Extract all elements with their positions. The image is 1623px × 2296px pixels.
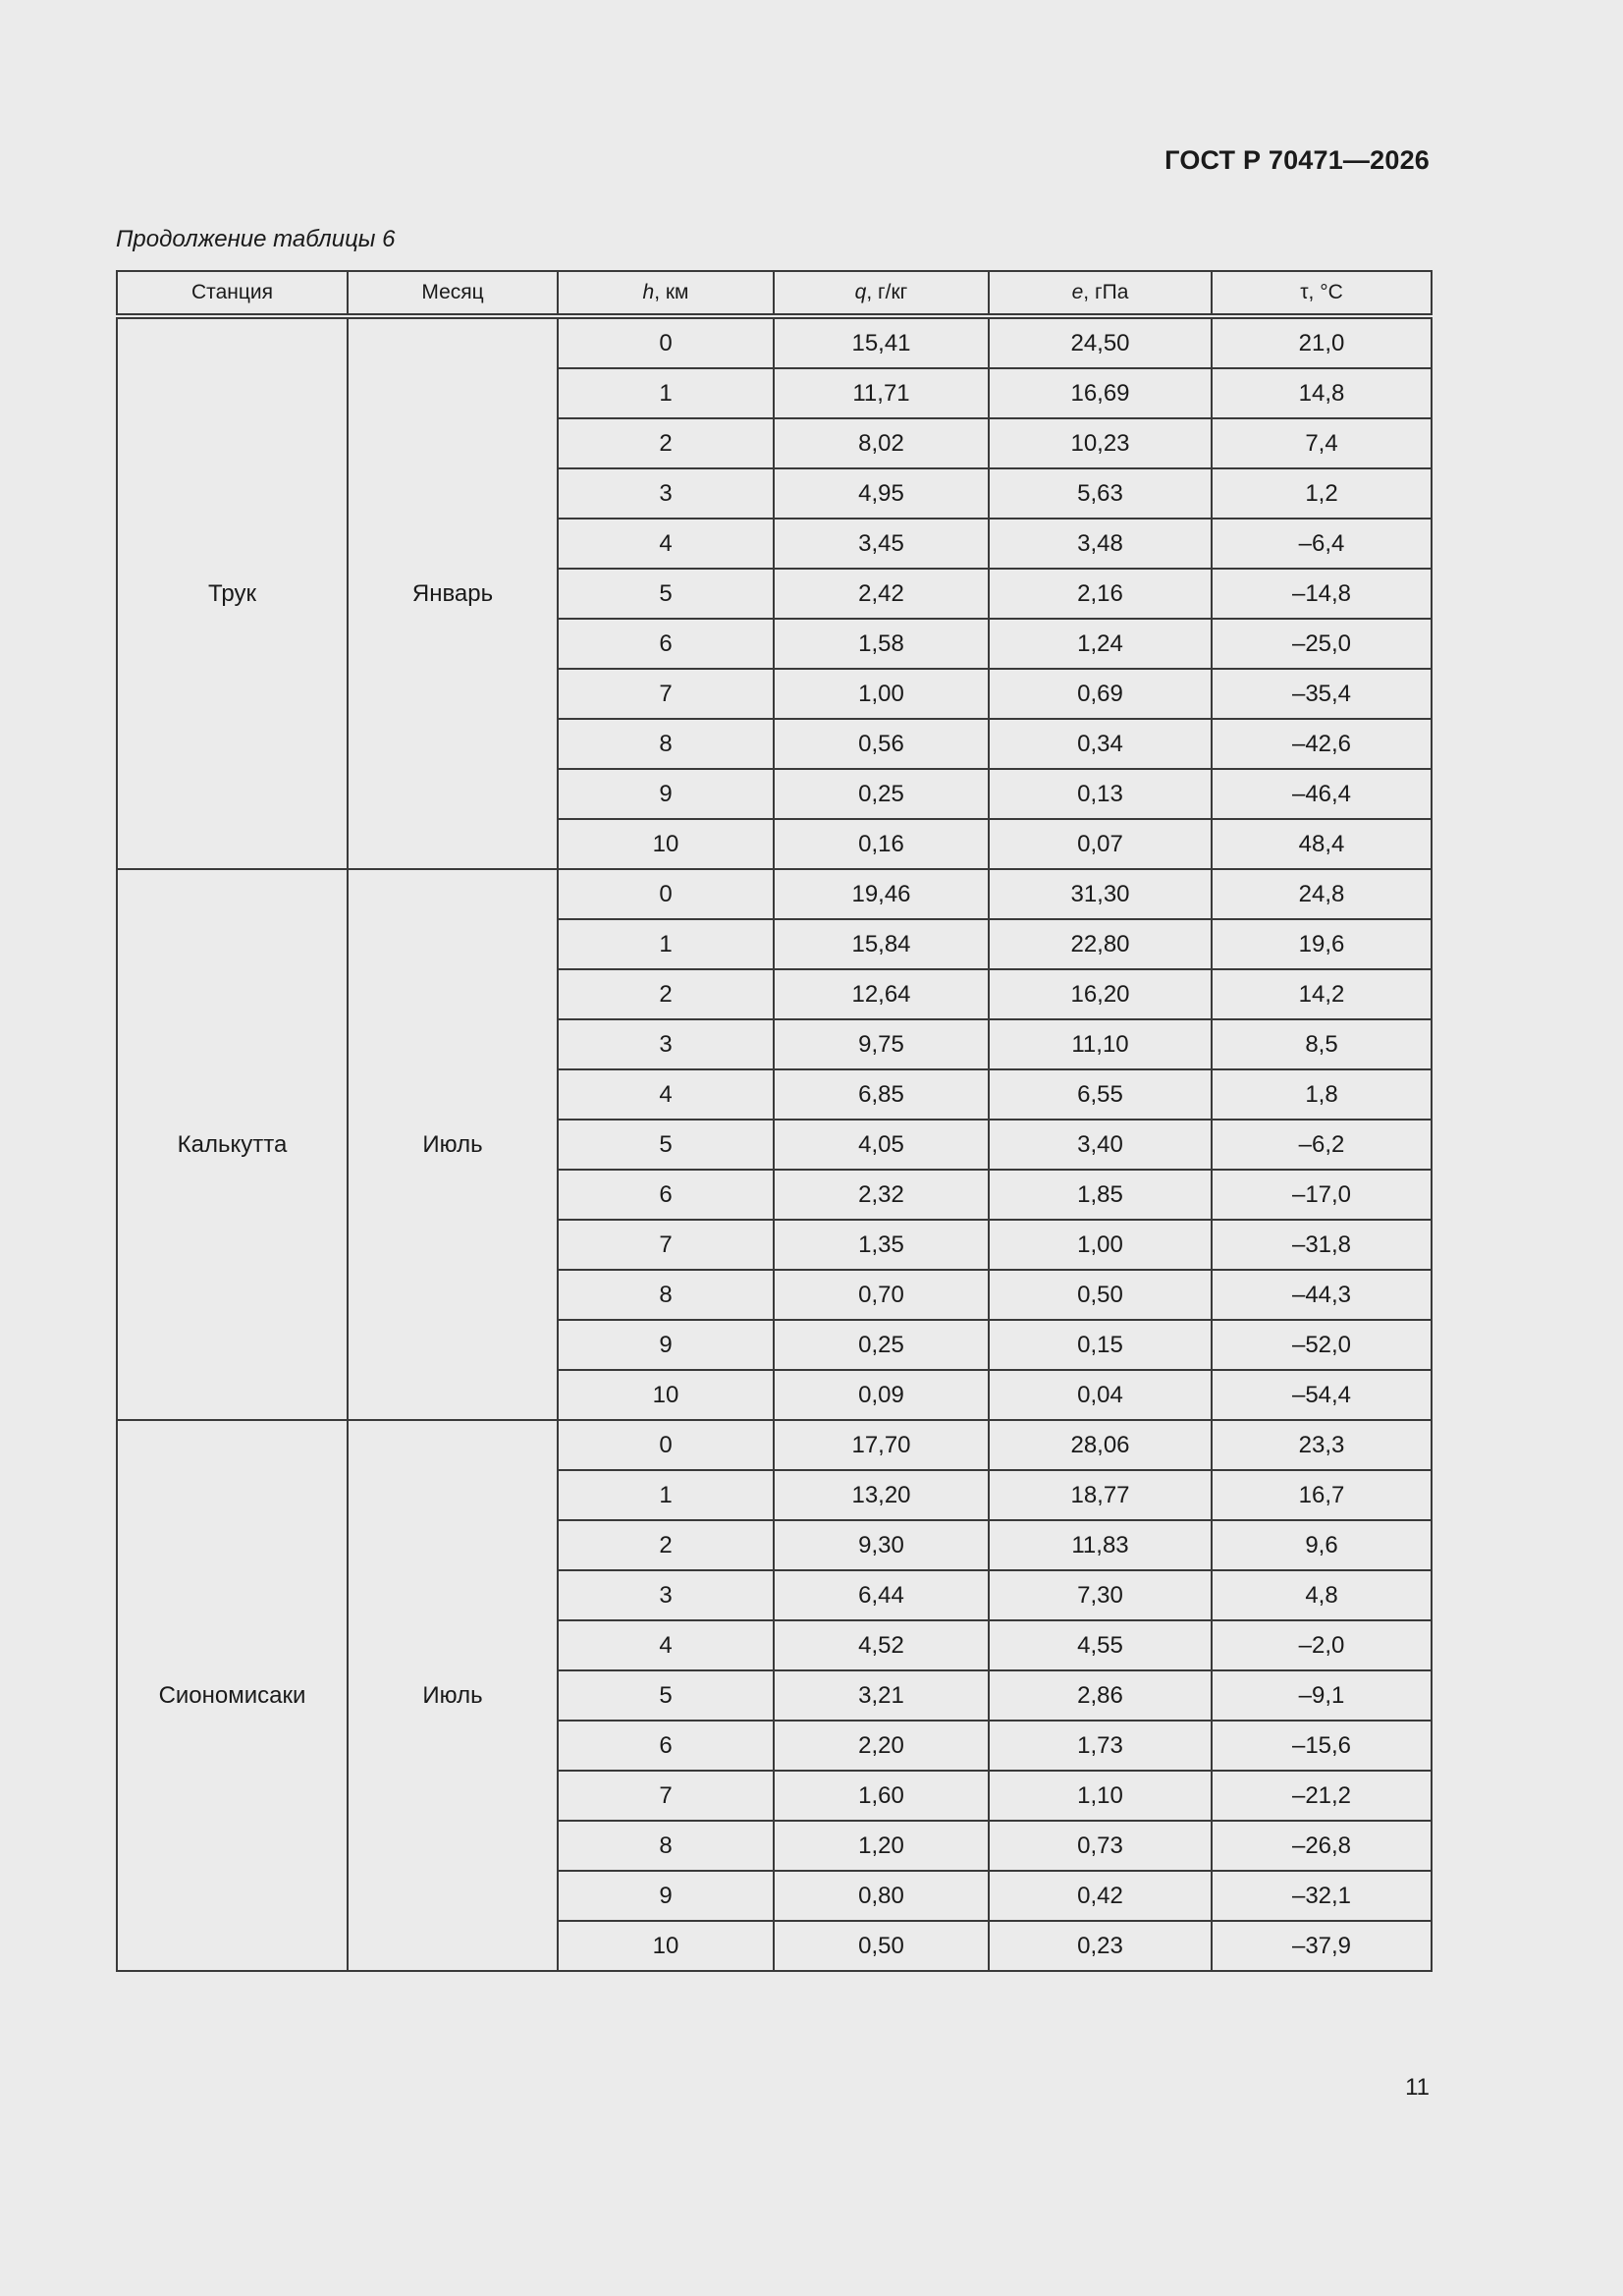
vapor-pressure-cell: 0,23 (989, 1921, 1212, 1971)
vapor-pressure-cell: 0,34 (989, 719, 1212, 769)
vapor-pressure-cell: 1,10 (989, 1771, 1212, 1821)
temperature-cell: –32,1 (1212, 1871, 1432, 1921)
header-height: h, км (558, 271, 774, 316)
humidity-cell: 1,00 (774, 669, 989, 719)
temperature-cell: 1,8 (1212, 1069, 1432, 1120)
header-station: Станция (117, 271, 348, 316)
temperature-cell: 4,8 (1212, 1570, 1432, 1620)
vapor-pressure-cell: 22,80 (989, 919, 1212, 969)
humidity-cell: 1,35 (774, 1220, 989, 1270)
vapor-pressure-cell: 0,04 (989, 1370, 1212, 1420)
table-continuation-caption: Продолжение таблицы 6 (116, 226, 396, 252)
header-month: Месяц (348, 271, 558, 316)
vapor-pressure-cell: 0,50 (989, 1270, 1212, 1320)
temperature-cell: 8,5 (1212, 1019, 1432, 1069)
document-code: ГОСТ Р 70471—2026 (1164, 145, 1430, 175)
header-humidity: q, г/кг (774, 271, 989, 316)
vapor-pressure-cell: 4,55 (989, 1620, 1212, 1670)
height-cell: 5 (558, 569, 774, 619)
temperature-cell: 9,6 (1212, 1520, 1432, 1570)
height-cell: 7 (558, 1771, 774, 1821)
vapor-pressure-cell: 10,23 (989, 418, 1212, 468)
temperature-cell: –14,8 (1212, 569, 1432, 619)
temperature-cell: 23,3 (1212, 1420, 1432, 1470)
month-cell: Январь (348, 316, 558, 869)
temperature-cell: –35,4 (1212, 669, 1432, 719)
humidity-cell: 1,60 (774, 1771, 989, 1821)
temperature-cell: –52,0 (1212, 1320, 1432, 1370)
vapor-pressure-cell: 7,30 (989, 1570, 1212, 1620)
temperature-cell: –44,3 (1212, 1270, 1432, 1320)
height-cell: 6 (558, 619, 774, 669)
humidity-cell: 6,85 (774, 1069, 989, 1120)
height-cell: 10 (558, 819, 774, 869)
humidity-cell: 0,25 (774, 1320, 989, 1370)
temperature-cell: 48,4 (1212, 819, 1432, 869)
height-cell: 3 (558, 1570, 774, 1620)
temperature-cell: –2,0 (1212, 1620, 1432, 1670)
vapor-pressure-cell: 0,15 (989, 1320, 1212, 1370)
vapor-pressure-cell: 11,10 (989, 1019, 1212, 1069)
height-cell: 4 (558, 519, 774, 569)
temperature-cell: –54,4 (1212, 1370, 1432, 1420)
humidity-cell: 12,64 (774, 969, 989, 1019)
humidity-cell: 3,21 (774, 1670, 989, 1721)
humidity-cell: 6,44 (774, 1570, 989, 1620)
humidity-cell: 4,52 (774, 1620, 989, 1670)
height-cell: 10 (558, 1370, 774, 1420)
height-cell: 6 (558, 1721, 774, 1771)
height-cell: 6 (558, 1170, 774, 1220)
height-cell: 8 (558, 719, 774, 769)
humidity-cell: 17,70 (774, 1420, 989, 1470)
temperature-cell: –17,0 (1212, 1170, 1432, 1220)
temperature-cell: 7,4 (1212, 418, 1432, 468)
temperature-cell: 19,6 (1212, 919, 1432, 969)
temperature-cell: –46,4 (1212, 769, 1432, 819)
height-cell: 5 (558, 1120, 774, 1170)
vapor-pressure-cell: 11,83 (989, 1520, 1212, 1570)
temperature-cell: –37,9 (1212, 1921, 1432, 1971)
vapor-pressure-cell: 31,30 (989, 869, 1212, 919)
humidity-cell: 9,75 (774, 1019, 989, 1069)
vapor-pressure-cell: 28,06 (989, 1420, 1212, 1470)
temperature-cell: 14,2 (1212, 969, 1432, 1019)
humidity-cell: 0,56 (774, 719, 989, 769)
table-row (117, 316, 1432, 368)
height-cell: 9 (558, 1871, 774, 1921)
table-row (117, 1420, 1432, 1470)
page-number: 11 (1405, 2074, 1430, 2101)
table-body (117, 316, 1432, 1971)
temperature-cell: 16,7 (1212, 1470, 1432, 1520)
height-cell: 4 (558, 1620, 774, 1670)
temperature-cell: –31,8 (1212, 1220, 1432, 1270)
vapor-pressure-cell: 1,00 (989, 1220, 1212, 1270)
vapor-pressure-cell: 0,73 (989, 1821, 1212, 1871)
humidity-cell: 0,70 (774, 1270, 989, 1320)
humidity-cell: 2,32 (774, 1170, 989, 1220)
vapor-pressure-cell: 16,20 (989, 969, 1212, 1019)
height-cell: 1 (558, 1470, 774, 1520)
temperature-cell: –25,0 (1212, 619, 1432, 669)
height-cell: 7 (558, 669, 774, 719)
vapor-pressure-cell: 3,40 (989, 1120, 1212, 1170)
height-cell: 1 (558, 368, 774, 418)
month-cell: Июль (348, 869, 558, 1420)
height-cell: 2 (558, 1520, 774, 1570)
height-cell: 9 (558, 769, 774, 819)
height-cell: 0 (558, 316, 774, 368)
humidity-cell: 8,02 (774, 418, 989, 468)
vapor-pressure-cell: 0,13 (989, 769, 1212, 819)
humidity-cell: 0,80 (774, 1871, 989, 1921)
height-cell: 5 (558, 1670, 774, 1721)
humidity-cell: 9,30 (774, 1520, 989, 1570)
vapor-pressure-cell: 1,73 (989, 1721, 1212, 1771)
vapor-pressure-cell: 0,07 (989, 819, 1212, 869)
table-header-row (117, 271, 1432, 316)
vapor-pressure-cell: 16,69 (989, 368, 1212, 418)
humidity-cell: 0,50 (774, 1921, 989, 1971)
temperature-cell: –6,2 (1212, 1120, 1432, 1170)
month-cell: Июль (348, 1420, 558, 1971)
humidity-cell: 0,09 (774, 1370, 989, 1420)
humidity-cell: 4,05 (774, 1120, 989, 1170)
height-cell: 3 (558, 1019, 774, 1069)
vapor-pressure-cell: 0,42 (989, 1871, 1212, 1921)
height-cell: 1 (558, 919, 774, 969)
temperature-cell: –15,6 (1212, 1721, 1432, 1771)
station-cell: Трук (117, 316, 348, 869)
height-cell: 7 (558, 1220, 774, 1270)
temperature-cell: –42,6 (1212, 719, 1432, 769)
humidity-cell: 19,46 (774, 869, 989, 919)
table-row (117, 869, 1432, 919)
vapor-pressure-cell: 5,63 (989, 468, 1212, 519)
humidity-cell: 15,84 (774, 919, 989, 969)
humidity-cell: 11,71 (774, 368, 989, 418)
humidity-cell: 3,45 (774, 519, 989, 569)
humidity-cell: 2,20 (774, 1721, 989, 1771)
height-cell: 8 (558, 1821, 774, 1871)
vapor-pressure-cell: 18,77 (989, 1470, 1212, 1520)
station-cell: Сиономисаки (117, 1420, 348, 1971)
temperature-cell: 1,2 (1212, 468, 1432, 519)
data-table (116, 270, 1433, 1972)
temperature-cell: 14,8 (1212, 368, 1432, 418)
vapor-pressure-cell: 1,85 (989, 1170, 1212, 1220)
height-cell: 0 (558, 1420, 774, 1470)
height-cell: 0 (558, 869, 774, 919)
height-cell: 8 (558, 1270, 774, 1320)
vapor-pressure-cell: 0,69 (989, 669, 1212, 719)
height-cell: 4 (558, 1069, 774, 1120)
header-vapor-pressure: e, гПа (989, 271, 1212, 316)
temperature-cell: –6,4 (1212, 519, 1432, 569)
humidity-cell: 15,41 (774, 316, 989, 368)
vapor-pressure-cell: 24,50 (989, 316, 1212, 368)
humidity-cell: 0,16 (774, 819, 989, 869)
humidity-cell: 1,58 (774, 619, 989, 669)
humidity-cell: 2,42 (774, 569, 989, 619)
height-cell: 3 (558, 468, 774, 519)
vapor-pressure-cell: 6,55 (989, 1069, 1212, 1120)
humidity-cell: 4,95 (774, 468, 989, 519)
station-cell: Калькутта (117, 869, 348, 1420)
temperature-cell: –9,1 (1212, 1670, 1432, 1721)
humidity-cell: 0,25 (774, 769, 989, 819)
height-cell: 2 (558, 418, 774, 468)
temperature-cell: –26,8 (1212, 1821, 1432, 1871)
temperature-cell: –21,2 (1212, 1771, 1432, 1821)
header-temperature: τ, °C (1212, 271, 1432, 316)
vapor-pressure-cell: 1,24 (989, 619, 1212, 669)
temperature-cell: 24,8 (1212, 869, 1432, 919)
temperature-cell: 21,0 (1212, 316, 1432, 368)
humidity-cell: 1,20 (774, 1821, 989, 1871)
vapor-pressure-cell: 3,48 (989, 519, 1212, 569)
height-cell: 2 (558, 969, 774, 1019)
height-cell: 10 (558, 1921, 774, 1971)
height-cell: 9 (558, 1320, 774, 1370)
humidity-cell: 13,20 (774, 1470, 989, 1520)
vapor-pressure-cell: 2,86 (989, 1670, 1212, 1721)
vapor-pressure-cell: 2,16 (989, 569, 1212, 619)
